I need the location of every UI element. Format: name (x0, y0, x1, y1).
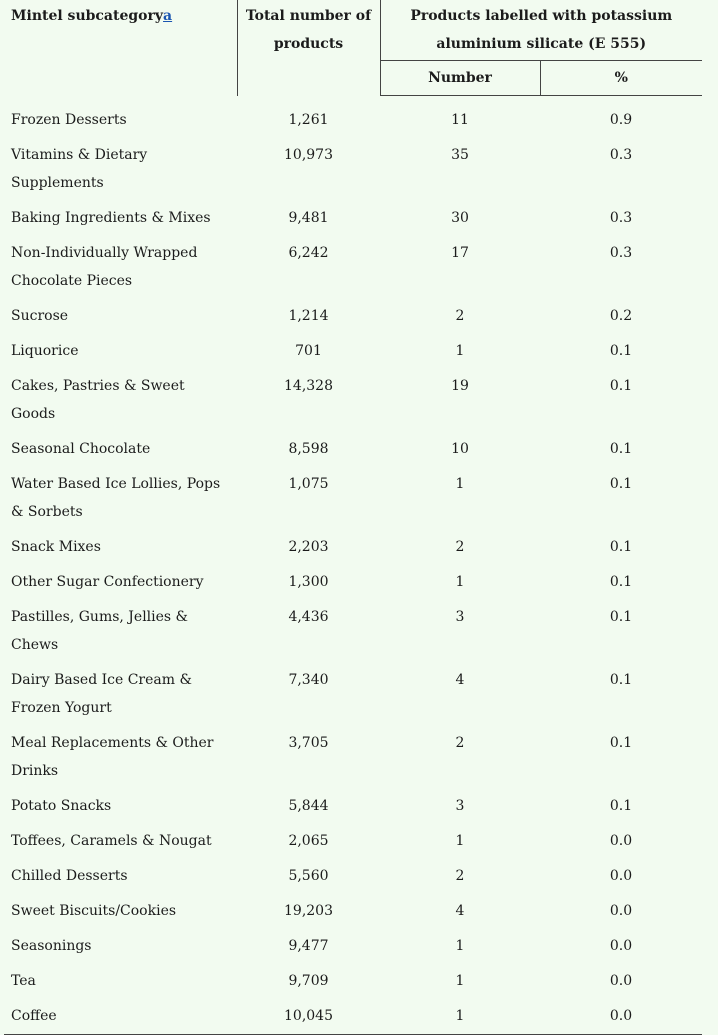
cell-subcategory: Cakes, Pastries & Sweet Goods (11, 378, 185, 422)
cell-total: 5,560 (288, 868, 329, 884)
cell-subcategory: Tea (11, 973, 36, 989)
table-header (4, 0, 702, 96)
cell-percent: 0.0 (609, 903, 633, 919)
cell-subcategory: Pastilles, Gums, Jellies & Chews (11, 609, 189, 653)
table-row (4, 894, 702, 929)
table-row (4, 467, 702, 530)
cell-subcategory: Water Based Ice Lollies, Pops & Sorbets (11, 476, 221, 520)
header-percent: % (540, 61, 702, 96)
cell-subcategory: Seasonal Chocolate (11, 441, 151, 457)
cell-subcategory: Other Sugar Confectionery (11, 574, 204, 590)
cell-total: 10,973 (284, 147, 333, 163)
table-row (4, 299, 702, 334)
cell-percent: 0.0 (609, 868, 633, 884)
cell-total: 2,065 (288, 833, 329, 849)
cell-percent: 0.0 (609, 973, 633, 989)
cell-percent: 0.1 (609, 378, 633, 394)
data-table-container (4, 0, 702, 1035)
cell-number: 1 (455, 973, 465, 989)
cell-number: 17 (451, 245, 469, 261)
cell-subcategory: Sweet Biscuits/Cookies (11, 903, 177, 919)
cell-number: 1 (380, 999, 540, 1035)
cell-number: 1 (455, 938, 465, 954)
table-row (4, 369, 702, 432)
table-row (4, 201, 702, 236)
cell-number: 3 (455, 798, 465, 814)
cell-percent: 0.1 (609, 476, 633, 492)
cell-subcategory: Liquorice (11, 343, 79, 359)
cell-subcategory: Coffee (4, 999, 237, 1035)
header-row-top (4, 0, 702, 61)
cell-number: 11 (451, 112, 469, 128)
table-row (4, 663, 702, 726)
cell-number: 1 (455, 833, 465, 849)
cell-subcategory: Seasonings (11, 938, 92, 954)
table-row (4, 929, 702, 964)
cell-total: 4,436 (288, 609, 329, 625)
table-row (4, 96, 702, 139)
table-row (4, 334, 702, 369)
cell-subcategory: Snack Mixes (11, 539, 101, 555)
cell-total: 1,214 (288, 308, 329, 324)
table-row (4, 600, 702, 663)
cell-total: 6,242 (288, 245, 329, 261)
cell-total: 701 (295, 343, 322, 359)
cell-number: 4 (455, 903, 465, 919)
table-row (4, 565, 702, 600)
cell-percent: 0.9 (609, 112, 633, 128)
cell-percent: 0.1 (609, 441, 633, 457)
cell-percent: 0.1 (609, 609, 633, 625)
cell-total: 10,045 (237, 999, 380, 1035)
cell-subcategory: Vitamins & Dietary Supplements (11, 147, 148, 191)
table-row (4, 432, 702, 467)
table-row (4, 138, 702, 201)
cell-percent: 0.1 (609, 574, 633, 590)
cell-percent: 0.0 (540, 999, 702, 1035)
header-subcategory-text: Mintel subcategory (11, 8, 164, 24)
cell-total: 1,075 (288, 476, 329, 492)
potassium-aluminium-silicate-table (4, 0, 702, 1035)
cell-percent: 0.0 (609, 833, 633, 849)
footnote-a-link[interactable]: a (163, 8, 173, 24)
cell-total: 5,844 (288, 798, 329, 814)
header-subcategory (4, 0, 237, 96)
cell-total: 2,203 (288, 539, 329, 555)
cell-percent: 0.2 (609, 308, 633, 324)
header-labelled-products: Products labelled with potassium aluminium silicate (E 555) (380, 0, 702, 61)
cell-percent: 0.1 (609, 672, 633, 688)
cell-number: 1 (455, 343, 465, 359)
table-row (4, 859, 702, 894)
cell-percent: 0.1 (609, 343, 633, 359)
cell-number: 35 (451, 147, 469, 163)
table-row (4, 236, 702, 299)
cell-number: 1 (455, 476, 465, 492)
table-row (4, 999, 702, 1035)
cell-subcategory: Potato Snacks (11, 798, 112, 814)
cell-total: 3,705 (288, 735, 329, 751)
cell-total: 1,261 (288, 111, 329, 128)
cell-total: 1,300 (288, 574, 329, 590)
cell-number: 2 (455, 868, 465, 884)
table-row (4, 964, 702, 999)
cell-percent: 0.0 (609, 938, 633, 954)
cell-subcategory: Meal Replacements & Other Drinks (11, 735, 214, 779)
header-number: Number (380, 61, 540, 96)
cell-subcategory: Non-Individually Wrapped Chocolate Pieces (11, 245, 198, 289)
cell-percent: 0.3 (609, 245, 633, 261)
cell-total: 19,203 (284, 903, 333, 919)
cell-total: 7,340 (288, 672, 329, 688)
table-body (4, 96, 702, 1035)
cell-number: 2 (455, 539, 465, 555)
header-total-products: Total number of products (237, 0, 380, 96)
table-row (4, 789, 702, 824)
table-row (4, 530, 702, 565)
cell-total: 9,709 (288, 973, 329, 989)
cell-subcategory: Toffees, Caramels & Nougat (11, 833, 212, 849)
cell-number: 4 (455, 672, 465, 688)
cell-total: 8,598 (288, 441, 329, 457)
cell-subcategory: Chilled Desserts (11, 868, 128, 884)
cell-number: 2 (455, 308, 465, 324)
table-row (4, 824, 702, 859)
cell-percent: 0.3 (609, 147, 633, 163)
cell-subcategory: Baking Ingredients & Mixes (11, 210, 211, 226)
table-row (4, 726, 702, 789)
cell-number: 3 (455, 609, 465, 625)
cell-number: 2 (455, 735, 465, 751)
cell-percent: 0.1 (609, 735, 633, 751)
cell-total: 9,477 (288, 938, 329, 954)
cell-total: 9,481 (288, 210, 329, 226)
cell-total: 14,328 (284, 378, 333, 394)
cell-number: 10 (451, 441, 469, 457)
cell-number: 1 (455, 574, 465, 590)
cell-percent: 0.1 (609, 539, 633, 555)
cell-subcategory: Sucrose (11, 308, 69, 324)
cell-number: 19 (451, 378, 469, 394)
cell-subcategory: Dairy Based Ice Cream & Frozen Yogurt (11, 672, 192, 716)
cell-number: 30 (451, 210, 469, 226)
cell-percent: 0.1 (609, 798, 633, 814)
cell-percent: 0.3 (609, 210, 633, 226)
cell-subcategory: Frozen Desserts (11, 111, 127, 128)
